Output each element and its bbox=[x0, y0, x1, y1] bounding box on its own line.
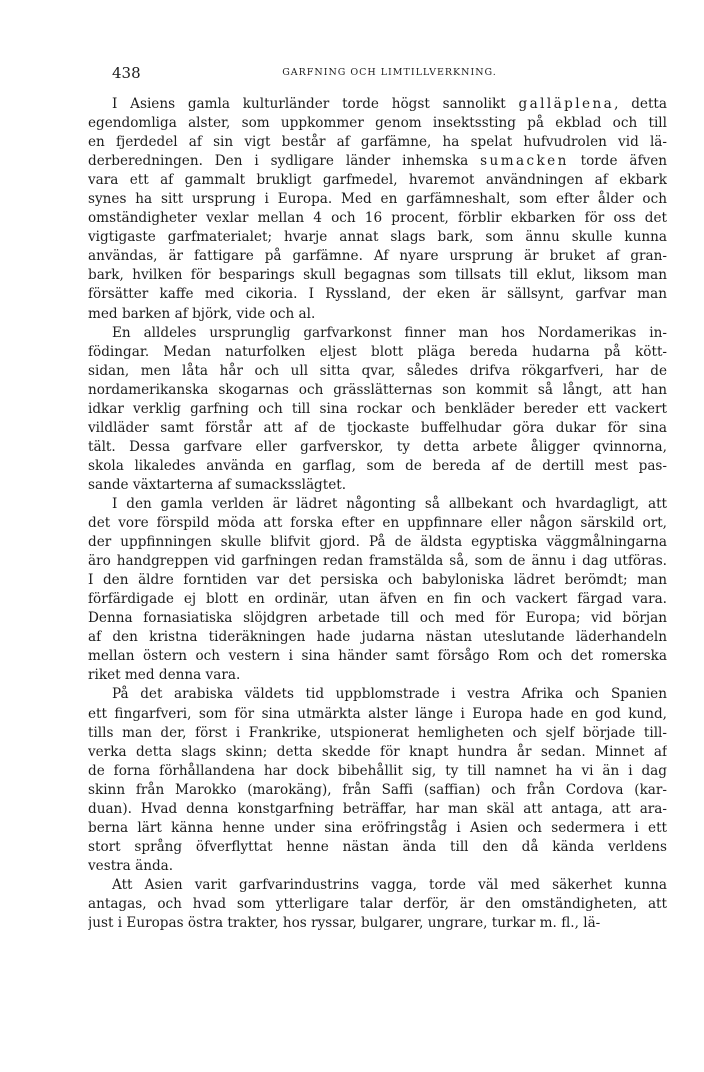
text-line: sande växtarterna af sumacksslägtet. bbox=[88, 476, 347, 493]
paragraph bbox=[88, 685, 667, 875]
text-line: användas, är fattigare på garfämne. Af nyare ursprung är bruket af gran- bbox=[88, 248, 667, 265]
text-line: tält. Dessa garfvare eller garfverskor, ty detta arbete åligger qvinnorna, bbox=[88, 438, 667, 455]
text-line: duan). Hvad denna konstgarfning beträffar, har man skäl att antaga, att ara- bbox=[88, 800, 667, 817]
paragraph bbox=[88, 324, 667, 495]
text-line: berna lärt känna henne under sina eröfringståg i Asien och sedermera i ett bbox=[88, 819, 667, 836]
text-line: det vore förspild möda att forska efter en uppfinnare eller någon särskild ort, bbox=[88, 515, 667, 532]
text-line: tills man der, först i Frankrike, utspionerat hemligheten och sjelf började till- bbox=[88, 724, 667, 741]
text-line: försätter kaffe med cikoria. I Ryssland, der eken är sällsynt, garfvar man bbox=[88, 286, 667, 303]
text-line: mellan östern och vestern i sina händer samt försågo Rom och det romerska bbox=[88, 648, 667, 665]
text-segment: derberedningen. Den i sydligare länder inhemska bbox=[88, 153, 481, 170]
text-line: I den äldre forntiden var det persiska och babyloniska lädret berömdt; man bbox=[88, 572, 667, 589]
emphasized-term: galläplena bbox=[518, 96, 615, 112]
text-line: antagas, och hvad som ytterligare talar derför, är den omständigheten, att bbox=[88, 895, 667, 912]
text-segment: , detta bbox=[614, 96, 667, 112]
text-line: riket med denna vara. bbox=[88, 667, 241, 684]
page-number: 438 bbox=[112, 64, 141, 82]
paragraph bbox=[88, 876, 667, 933]
text-segment: torde äfven bbox=[568, 153, 667, 170]
text-line: vigtigaste garfmaterialet; hvarje annat slags bark, som ännu skulle kunna bbox=[88, 229, 667, 246]
running-head: GARFNING OCH LIMTILLVERKNING. bbox=[282, 67, 497, 78]
text-line: synes ha sitt ursprung i Europa. Med en garfämneshalt, som efter ålder och bbox=[88, 191, 667, 208]
text-line: nordamerikanska skogarnas och grässlätternas son kommit så långt, att han bbox=[88, 381, 667, 398]
text-line: egendomliga alster, som uppkommer genom insektssting på ekblad och till bbox=[88, 115, 667, 132]
text-line: En alldeles ursprunglig garfvarkonst finner man hos Nordamerikas in- bbox=[112, 324, 667, 341]
text-line: vildläder samt förstår att af de tjockaste buffelhudar göra dukar för sina bbox=[88, 419, 667, 436]
text-line: just i Europas östra trakter, hos ryssar, bulgarer, ungrare, turkar m. fl., lä- bbox=[88, 915, 601, 932]
text-line: I den gamla verlden är lädret någonting så allbekant och hvardagligt, att bbox=[112, 495, 667, 512]
text-line: skinn från Marokko (marokäng), från Saffi (saffian) och från Cordova (kar- bbox=[88, 781, 667, 798]
text-line: en fjerdedel af sin vigt består af garfämne, ha spelat hufvudrolen vid lä- bbox=[88, 134, 667, 151]
text-line: Att Asien varit garfvarindustrins vagga, torde väl med säkerhet kunna bbox=[112, 876, 667, 893]
text-line: af den kristna tideräkningen hade judarna nästan uteslutande läderhandeln bbox=[88, 629, 667, 646]
text-line: de forna förhållandena har dock bibehållit sig, ty till namnet ha vi än i dag bbox=[88, 762, 667, 779]
text-line: stort språng öfverflyttat henne nästan ända till den då kända verldens bbox=[88, 838, 667, 855]
text-line: verka detta slags skinn; detta skedde för knapt hundra år sedan. Minnet af bbox=[88, 743, 667, 760]
text-line: äro handgreppen vid garfningen redan framstälda så, som de ännu i dag utföras. bbox=[88, 553, 667, 570]
text-line: Denna fornasiatiska slöjdgren arbetade till och med för Europa; vid början bbox=[88, 610, 667, 627]
text-line: födingar. Medan naturfolken eljest blott pläga bereda hudarna på kött- bbox=[88, 343, 667, 360]
paragraph bbox=[88, 95, 667, 324]
text-line bbox=[88, 95, 667, 114]
emphasized-term: sumacken bbox=[480, 153, 569, 170]
text-line: med barken af björk, vide och al. bbox=[88, 305, 316, 322]
text-line: skola likaledes använda en garflag, som de bereda af de dertill mest pas- bbox=[88, 457, 667, 474]
text-line: ett fingarfveri, som för sina utmärkta alster länge i Europa hade en god kund, bbox=[88, 705, 667, 722]
text-line: vestra ända. bbox=[88, 857, 174, 874]
body-text bbox=[88, 95, 667, 933]
text-line: sidan, men låta hår och ull sitta qvar, således drifva rökgarfveri, har de bbox=[88, 362, 667, 379]
text-line: idkar verklig garfning och till sina rockar och benkläder bereder ett vackert bbox=[88, 400, 667, 417]
text-line: vara ett af gammalt brukligt garfmedel, hvaremot användningen af ekbark bbox=[88, 172, 667, 189]
text-line: förfärdigade ej blott en ordinär, utan äfven en fin och vackert färgad vara. bbox=[88, 591, 667, 608]
page-header bbox=[112, 64, 667, 86]
text-line: På det arabiska väldets tid uppblomstrade i vestra Afrika och Spanien bbox=[112, 686, 667, 703]
text-segment: I Asiens gamla kulturländer torde högst sannolikt bbox=[112, 96, 519, 112]
text-line bbox=[88, 152, 667, 171]
text-line: omständigheter vexlar mellan 4 och 16 procent, förblir ekbarken för oss det bbox=[88, 210, 667, 227]
text-line: der uppfinningen skulle blifvit gjord. På de äldsta egyptiska väggmålningarna bbox=[88, 534, 667, 551]
paragraph bbox=[88, 495, 667, 685]
text-line: bark, hvilken för besparings skull begagnas som tillsats till eklut, liksom man bbox=[88, 267, 667, 284]
